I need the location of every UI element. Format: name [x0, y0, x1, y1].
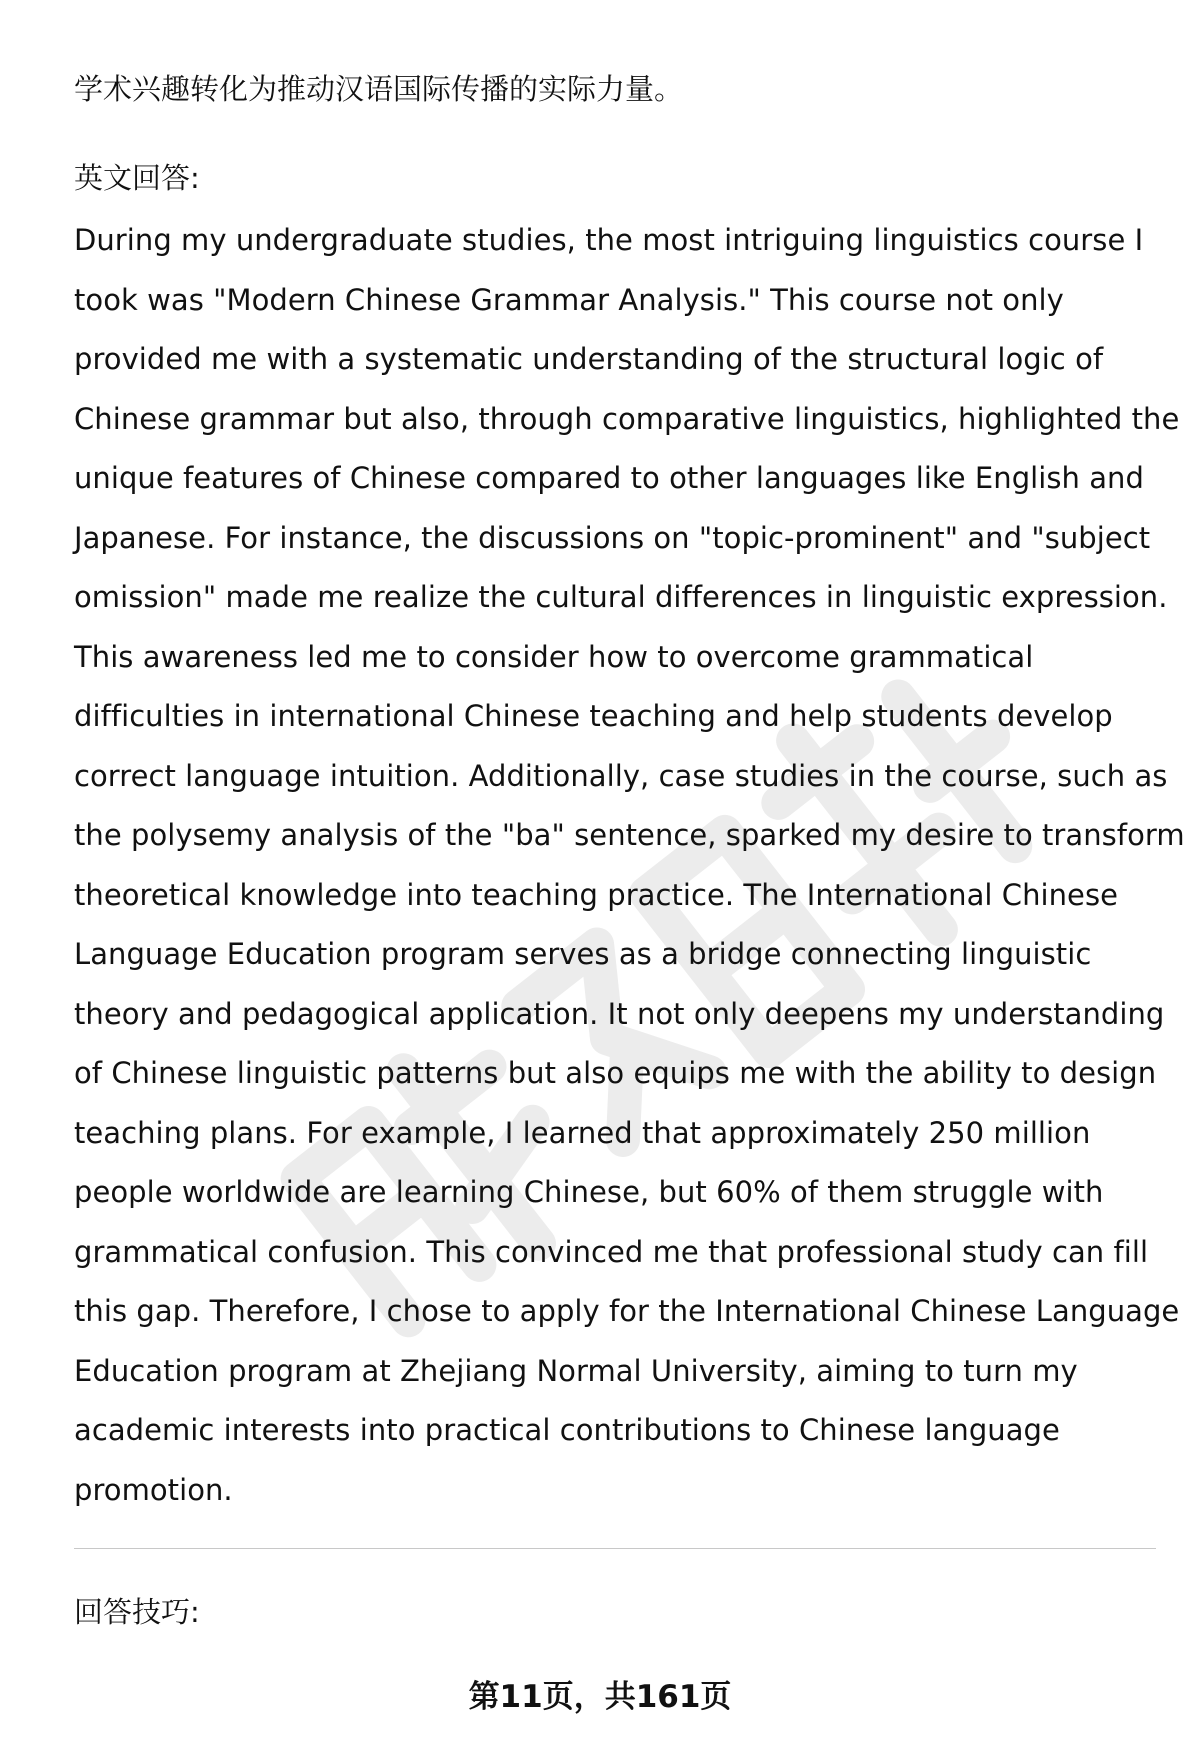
- answer-line: omission" made me realize the cultural differences in linguistic expression.: [74, 580, 1168, 614]
- continuation-line: 学术兴趣转化为推动汉语国际传播的实际力量。: [74, 72, 684, 106]
- answer-line: Japanese. For instance, the discussions on "topic-prominent" and "subject: [74, 520, 1151, 555]
- answer-line: This awareness led me to consider how to overcome grammatical: [74, 639, 1034, 674]
- answer-line: unique features of Chinese compared to other languages like English and: [74, 461, 1144, 495]
- answer-line: teaching plans. For example, I learned that approximately 250 million: [74, 1115, 1091, 1150]
- answer-line: theory and pedagogical application. It not only deepens my understanding: [74, 996, 1165, 1031]
- answer-line: academic interests into practical contributions to Chinese language: [74, 1413, 1060, 1447]
- answer-line: Chinese grammar but also, through comparative linguistics, highlighted the: [74, 401, 1180, 436]
- english-answer-label: 英文回答:: [74, 161, 200, 195]
- answer-line: promotion.: [74, 1472, 233, 1507]
- answer-line: this gap. Therefore, I chose to apply for the International Chinese Language: [74, 1294, 1180, 1328]
- answer-line: During my undergraduate studies, the most intriguing linguistics course I: [74, 223, 1144, 257]
- answer-line: Education program at Zhejiang Normal University, aiming to turn my: [74, 1353, 1078, 1388]
- answer-line: correct language intuition. Additionally, case studies in the course, such as: [74, 758, 1168, 793]
- answer-line: difficulties in international Chinese teaching and help students develop: [74, 699, 1113, 733]
- answer-line: took was "Modern Chinese Grammar Analysis." This course not only: [74, 282, 1064, 317]
- answer-line: grammatical confusion. This convinced me that professional study can fill: [74, 1234, 1149, 1269]
- answer-line: Language Education program serves as a bridge connecting linguistic: [74, 937, 1092, 971]
- section-divider: [74, 1548, 1156, 1549]
- answer-line: of Chinese linguistic patterns but also equips me with the ability to design: [74, 1056, 1157, 1090]
- answer-line: the polysemy analysis of the "ba" sentence, sparked my desire to transform: [74, 818, 1185, 852]
- page-footer: 第11页，共161页: [468, 1679, 732, 1715]
- answer-tips-label: 回答技巧:: [74, 1595, 200, 1629]
- answer-line: provided me with a systematic understanding of the structural logic of: [74, 342, 1104, 376]
- answer-line: people worldwide are learning Chinese, but 60% of them struggle with: [74, 1175, 1104, 1209]
- answer-line: theoretical knowledge into teaching practice. The International Chinese: [74, 877, 1118, 912]
- english-answer-paragraph: [74, 211, 1185, 1520]
